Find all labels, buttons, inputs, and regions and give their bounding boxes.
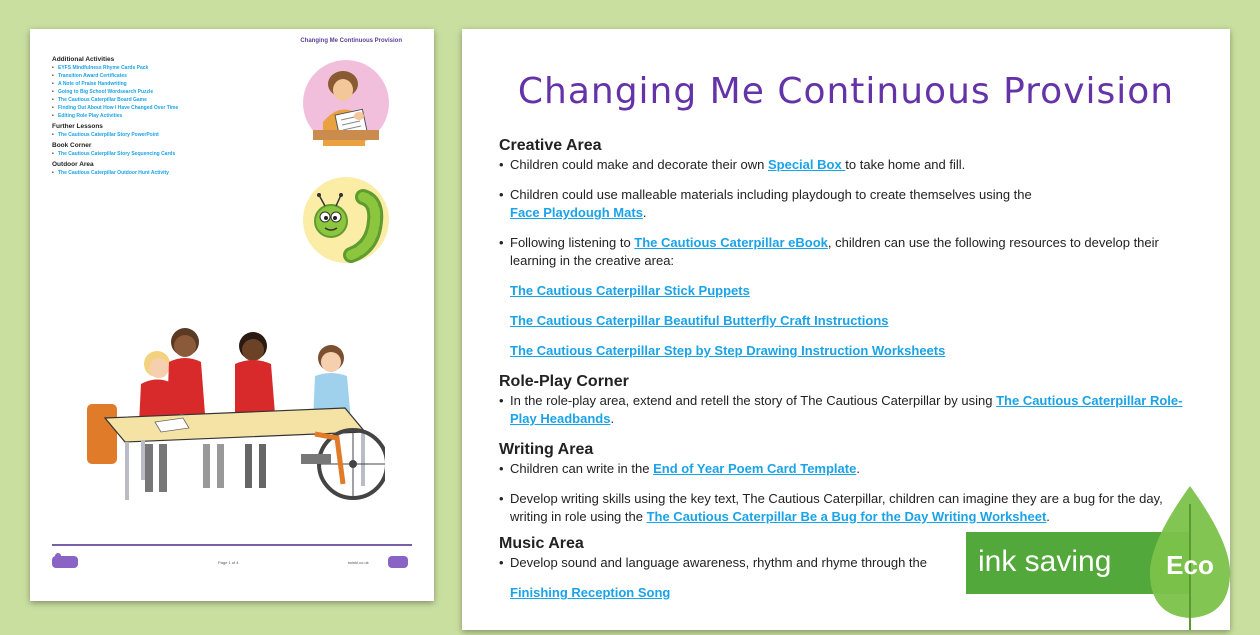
left-item[interactable]: • The Cautious Caterpillar Board Game: [52, 96, 302, 104]
text: In the role-play area, extend and retell the story of The Cautious Caterpillar by using: [510, 393, 997, 408]
text: to take home and fill.: [845, 157, 966, 172]
writing-bullet-1: [499, 460, 1199, 478]
left-item[interactable]: • A Note of Praise Handwriting: [52, 80, 302, 88]
text: Following listening to: [510, 235, 635, 250]
text: Children could use malleable materials including playdough to create themselves using the: [510, 187, 1032, 202]
left-item[interactable]: • The Cautious Caterpillar Outdoor Hunt Activity: [52, 169, 302, 177]
eco-leaf-icon: [1142, 484, 1238, 630]
left-page-header-title: Changing Me Continuous Provision: [300, 38, 402, 44]
text: .: [856, 461, 860, 476]
heading-role-play-corner: Role-Play Corner: [499, 373, 629, 390]
music-bullet-1: • Develop sound and language awareness, rhythm and rhyme through the: [499, 554, 1199, 572]
page-title: Changing Me Continuous Provision: [517, 71, 1175, 112]
role-play-headbands-link[interactable]: The Cautious Caterpillar Role-Play Headbands: [510, 393, 1183, 426]
caterpillar-ebook-link[interactable]: The Cautious Caterpillar eBook: [634, 235, 828, 250]
caterpillar-illustration: [303, 177, 389, 263]
face-playdough-mats-link[interactable]: Face Playdough Mats: [510, 205, 643, 220]
ink-saving-badge: ink saving: [966, 532, 1190, 594]
left-page-resource-list: [52, 53, 302, 177]
left-item[interactable]: • EYFS Mindfulness Rhyme Cards Pack: [52, 64, 302, 72]
left-heading-book-corner: Book Corner: [52, 142, 92, 149]
left-footer-divider: [52, 544, 412, 546]
left-item[interactable]: • The Cautious Caterpillar Story Sequencing Cards: [52, 150, 302, 158]
heading-writing-area: Writing Area: [499, 441, 594, 458]
left-footer-site: twinkl.co.uk: [348, 560, 369, 565]
role-play-bullet-1: [499, 392, 1199, 428]
left-page-thumbnail: [30, 29, 434, 601]
heading-creative-area: Creative Area: [499, 137, 602, 154]
left-footer-page: Page 1 of 4: [218, 560, 239, 565]
finishing-reception-song-link[interactable]: Finishing Reception Song: [510, 585, 671, 600]
children-at-table-illustration: [85, 314, 385, 514]
left-item[interactable]: • Editing Role Play Activities: [52, 112, 302, 120]
text: Children could make and decorate their own: [510, 157, 768, 172]
be-a-bug-worksheet-link[interactable]: The Cautious Caterpillar Be a Bug for the Day Writing Worksheet: [646, 509, 1047, 524]
left-item[interactable]: • Going to Big School Wordsearch Puzzle: [52, 88, 302, 96]
special-box-link[interactable]: Special Box: [767, 157, 846, 172]
twinkl-small-logo-icon: [386, 552, 412, 570]
butterfly-craft-link[interactable]: The Cautious Caterpillar Beautiful Butterfly Craft Instructions: [510, 313, 889, 328]
left-item[interactable]: • The Cautious Caterpillar Story PowerPoint: [52, 131, 302, 139]
text: Children can write in the: [510, 461, 654, 476]
text: .: [642, 205, 647, 220]
eco-label: Eco: [1166, 550, 1214, 580]
creative-bullet-2: [499, 186, 1199, 222]
writing-child-illustration: [303, 60, 389, 146]
left-heading-outdoor-area: Outdoor Area: [52, 161, 94, 168]
stick-puppets-link[interactable]: The Cautious Caterpillar Stick Puppets: [510, 283, 750, 298]
text: .: [610, 411, 615, 426]
creative-bullet-3: [499, 234, 1199, 270]
twinkl-logo-icon: [52, 552, 78, 570]
poem-card-template-link[interactable]: End of Year Poem Card Template: [653, 461, 857, 476]
left-heading-further-lessons: Further Lessons: [52, 123, 103, 130]
heading-music-area: Music Area: [499, 535, 584, 552]
left-item[interactable]: • Transition Award Certificates: [52, 72, 302, 80]
text: Develop writing skills using the key text, The Cautious Caterpillar, children can imagine they are a bug for the day, writing in role using the: [510, 491, 1163, 524]
text: .: [1046, 509, 1050, 524]
drawing-worksheets-link[interactable]: The Cautious Caterpillar Step by Step Drawing Instruction Worksheets: [510, 343, 946, 358]
text: , children can use the following resources to develop their learning in the creative area:: [510, 235, 1159, 268]
creative-bullet-1: [499, 156, 1199, 174]
writing-bullet-2: [499, 490, 1199, 526]
left-item[interactable]: • Finding Out About How I Have Changed Over Time: [52, 104, 302, 112]
left-heading-additional: Additional Activities: [52, 56, 115, 63]
